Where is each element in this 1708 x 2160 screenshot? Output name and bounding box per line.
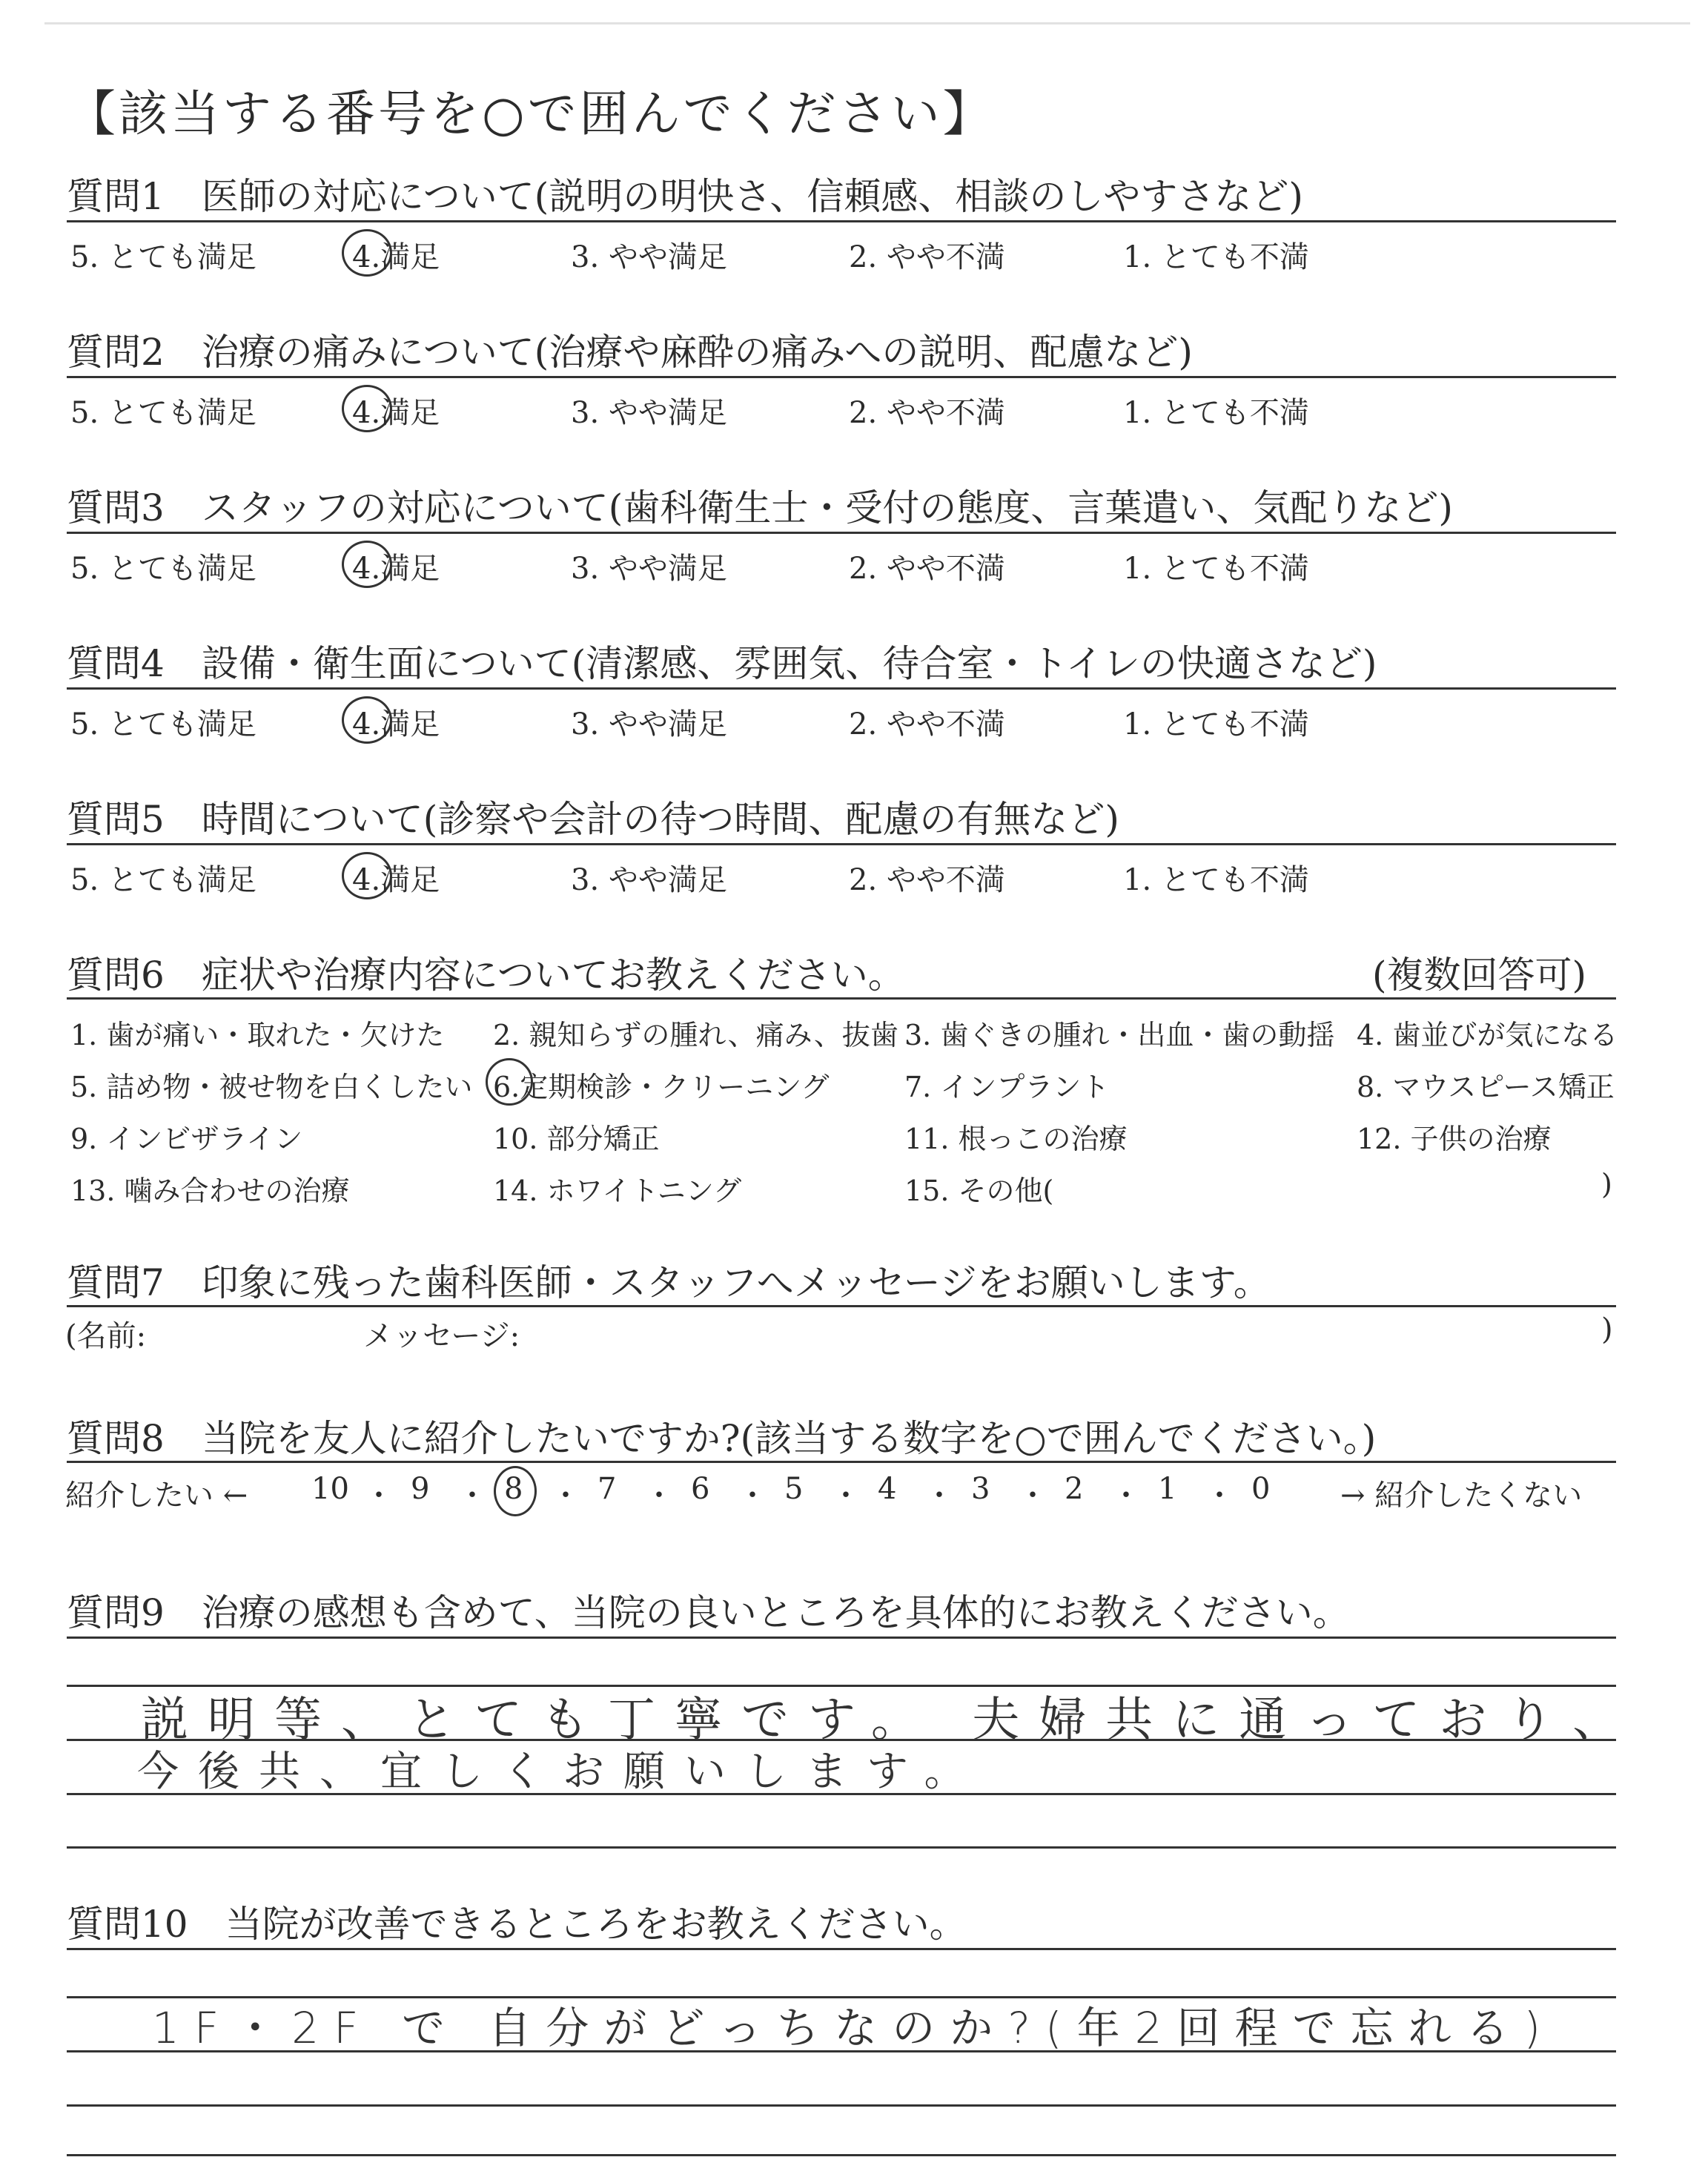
scale-separator: ・ [551,1479,580,1513]
symptom-option-11[interactable]: 11. 根っこの治療 [904,1123,1128,1155]
symptom-option-3[interactable]: 3. 歯ぐきの腫れ・出血・歯の動揺 [904,1019,1335,1051]
q10-handwritten-answer: 1F・2F で 自分がどっちなのか?(年2回程で忘れる) [152,2003,1556,2053]
scale-separator: ・ [1205,1479,1234,1513]
question-5-heading [67,790,1119,843]
symptom-option-1[interactable]: 1. 歯が痛い・取れた・欠けた [70,1019,445,1051]
symptom-option-6[interactable] [493,1064,830,1105]
rating-option-number: 4. [352,240,381,274]
question-1-text: 医師の対応について(説明の明快さ、信頼感、相談のしやすさなど) [201,175,1303,218]
question-10-text: 質問10 当院が改善できるところをお教えください。 [67,1903,967,1946]
question-4-label: 質問4 [67,642,165,685]
question-6-rule [67,997,1616,1000]
rating-option[interactable]: 5. とても満足 [70,396,256,430]
question-1-label: 質問1 [67,175,165,218]
question-7-text: 質問7 印象に残った歯科医師・スタッフへメッセージをお願いします。 [67,1261,1271,1304]
scale-value[interactable]: 4 [878,1472,897,1506]
scale-value[interactable]: 8 [504,1472,523,1506]
selection-circle-q6 [486,1058,533,1106]
rating-option[interactable]: 2. やや不満 [849,240,1005,274]
rating-option[interactable]: 1. とても不満 [1123,240,1309,274]
question-9-rule [67,1636,1616,1639]
question-8-text: 質問8 当院を友人に紹介したいですか?(該当する数字を○で囲んでください。) [67,1417,1377,1460]
rating-option[interactable]: 1. とても不満 [1123,552,1309,586]
question-4-rule [67,687,1616,690]
rating-option[interactable] [352,234,440,276]
question-2-text: 治療の痛みについて(治療や麻酔の痛みへの説明、配慮など) [201,331,1193,374]
symptom-option-5[interactable]: 5. 詰め物・被せ物を白くしたい [70,1071,473,1103]
question-8-rule [67,1461,1616,1463]
question-9-text: 質問9 治療の感想も含めて、当院の良いところを具体的にお教えください。 [67,1591,1350,1634]
scale-value[interactable]: 9 [411,1472,430,1506]
rating-option[interactable]: 3. やや満足 [571,552,727,586]
question-6-note: (複数回答可) [1371,954,1586,997]
rating-option[interactable]: 2. やや不満 [849,552,1005,586]
question-2-label: 質問2 [67,331,165,374]
symptom-option-14[interactable]: 14. ホワイトニング [493,1175,742,1207]
rating-option[interactable]: 2. やや不満 [849,863,1005,897]
symptom-option-15[interactable]: 15. その他( [904,1175,1054,1207]
rating-option[interactable]: 3. やや満足 [571,707,727,742]
message-field-label[interactable]: メッセージ: [363,1319,520,1353]
rating-option[interactable]: 5. とても満足 [70,707,256,742]
scale-separator: ・ [1111,1479,1141,1513]
scale-separator: ・ [738,1479,767,1513]
heading-spacer [165,331,202,374]
rating-option[interactable]: 3. やや満足 [571,396,727,430]
rating-option[interactable] [352,545,440,587]
rating-option[interactable] [352,701,440,743]
question-1-heading [67,167,1303,220]
rating-option-number: 4. [352,552,381,586]
symptom-option-9[interactable]: 9. インビザライン [70,1123,303,1155]
symptom-option-10[interactable]: 10. 部分矯正 [493,1123,660,1155]
rating-option[interactable]: 1. とても不満 [1123,707,1309,742]
name-field-label[interactable]: (名前: [65,1319,147,1353]
symptom-option-6-label: 定期検診・クリーニング [520,1071,830,1103]
rating-option[interactable]: 1. とても不満 [1123,863,1309,897]
scale-right-label: → 紹介したくない [1340,1479,1583,1513]
top-border [44,22,1690,24]
scale-separator: ・ [457,1479,487,1513]
scale-left-label: 紹介したい ← [65,1479,248,1513]
question-1-rule [67,220,1616,222]
rating-option[interactable]: 3. やや満足 [571,240,727,274]
scale-separator: ・ [364,1479,394,1513]
symptom-option-2[interactable]: 2. 親知らずの腫れ、痛み、抜歯 [493,1019,898,1051]
form-title: 【該当する番号を○で囲んでください】 [67,85,995,142]
answer-line [67,2104,1616,2107]
rating-option-label: 満足 [380,240,440,274]
q9-handwritten-answer-line1: 説明等、とても丁寧です。 夫婦共に通っており、 [141,1693,1640,1748]
rating-option[interactable]: 1. とても不満 [1123,396,1309,430]
question-3-rule [67,532,1616,534]
scale-separator: ・ [644,1479,674,1513]
rating-option[interactable]: 5. とても満足 [70,863,256,897]
rating-option-label: 満足 [380,552,440,586]
scale-value[interactable]: 1 [1158,1472,1177,1506]
question-6-text: 質問6 症状や治療内容についてお教えください。 [67,954,905,997]
selection-circle-q8 [494,1466,537,1516]
scale-value[interactable]: 3 [971,1472,990,1506]
scale-value[interactable]: 10 [311,1472,349,1506]
answer-line [67,1846,1616,1849]
question-5-rule [67,843,1616,845]
scale-separator: ・ [924,1479,954,1513]
answer-line [67,2154,1616,2156]
rating-option[interactable] [352,389,440,432]
heading-spacer [165,486,202,529]
rating-option[interactable]: 5. とても満足 [70,240,256,274]
symptom-option-6-number: 6. [493,1071,520,1103]
rating-option-number: 4. [352,396,381,430]
rating-option[interactable] [352,856,440,899]
q9-handwritten-answer-line2: 今後共、宜しくお願いします。 [137,1748,985,1796]
symptom-option-7[interactable]: 7. インプラント [904,1071,1110,1103]
symptom-option-13[interactable]: 13. 噛み合わせの治療 [70,1175,350,1207]
scale-value[interactable]: 6 [691,1472,710,1506]
question-5-label: 質問5 [67,798,165,841]
question-3-heading [67,478,1453,532]
rating-option-label: 満足 [380,863,440,897]
question-7-rule [67,1305,1616,1307]
question-4-text: 設備・衛生面について(清潔感、雰囲気、待合室・トイレの快適さなど) [201,642,1377,685]
question-2-rule [67,376,1616,378]
rating-option-label: 満足 [380,396,440,430]
rating-option[interactable]: 5. とても満足 [70,552,256,586]
heading-spacer [165,642,202,685]
question-3-label: 質問3 [67,486,165,529]
heading-spacer [165,798,202,841]
symptom-option-8[interactable]: 8. マウスピース矯正 [1357,1071,1615,1103]
symptom-option-15-close: ) [1601,1168,1612,1200]
scale-value[interactable]: 2 [1065,1472,1084,1506]
rating-option[interactable]: 2. やや不満 [849,396,1005,430]
question-2-heading [67,323,1193,376]
symptom-option-4[interactable]: 4. 歯並びが気になる [1357,1019,1618,1051]
rating-option[interactable]: 3. やや満足 [571,863,727,897]
rating-option-number: 4. [352,707,381,742]
rating-option-number: 4. [352,863,381,897]
question-5-text: 時間について(診察や会計の待つ時間、配慮の有無など) [201,798,1119,841]
scale-separator: ・ [1018,1479,1047,1513]
symptom-option-12[interactable]: 12. 子供の治療 [1357,1123,1552,1155]
question-10-rule [67,1948,1616,1950]
question-3-text: スタッフの対応について(歯科衛生士・受付の態度、言葉遣い、気配りなど) [201,486,1453,529]
heading-spacer [165,175,202,218]
rating-option[interactable]: 2. やや不満 [849,707,1005,742]
message-field-close: ) [1601,1312,1613,1347]
scale-value[interactable]: 7 [598,1472,617,1506]
rating-option-label: 満足 [380,707,440,742]
scale-value[interactable]: 5 [784,1472,804,1506]
question-4-heading [67,634,1377,687]
scale-separator: ・ [831,1479,861,1513]
scale-value[interactable]: 0 [1251,1472,1271,1506]
